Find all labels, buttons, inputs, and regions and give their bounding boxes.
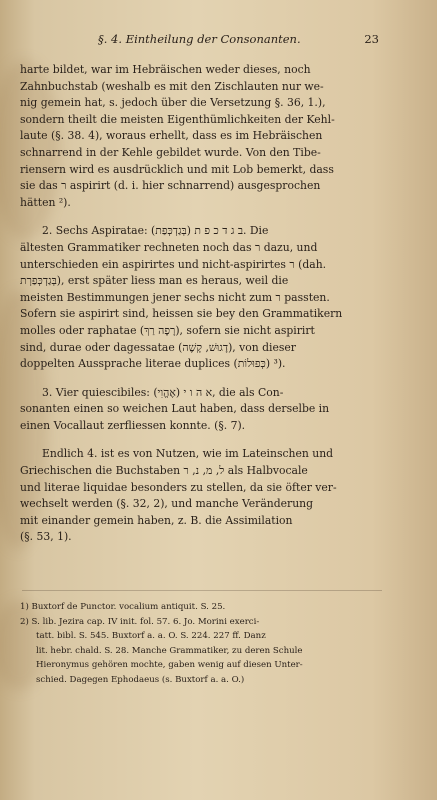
footnote-divider: [22, 590, 382, 591]
text-line: harte bildet, war im Hebräischen weder dieses, noch: [20, 63, 311, 76]
text-line: ältesten Grammatiker rechneten noch das ר dazu, und: [20, 240, 318, 254]
text-line: Zahnbuchstab (weshalb es mit den Zischlauten nur we-: [20, 79, 324, 93]
running-header: [0, 32, 437, 48]
text-line: sind, durae oder dagessatae (דָגוּשׁ, קָשֶׁה), von dieser: [20, 340, 296, 354]
footnote: 1) Buxtorf de Punctor. vocalium antiquit. S. 25.: [20, 602, 226, 612]
text-line: molles oder raphatae (רָפֶה רַךְ), sofern sie nicht aspirirt: [20, 323, 315, 337]
text-line: hätten ²).: [20, 195, 71, 209]
text-line: einen Vocallaut zerfliessen konnte. (§. 7).: [20, 418, 246, 432]
text-line: sondern theilt die meisten Eigenthümlichkeiten der Kehl-: [20, 112, 335, 126]
text-line: laute (§. 38. 4), woraus erhellt, dass es im Hebräischen: [20, 129, 323, 143]
text-line: Endlich 4. ist es von Nutzen, wie im Lateinschen und: [42, 447, 334, 461]
text-line: Griechischen die Buchstaben ל, מ, נ, ר als Halbvocale: [20, 464, 308, 478]
text-line: nig gemein hat, s. jedoch über die Versetzung §. 36, 1.),: [20, 96, 326, 110]
text-line: und literae liquidae besonders zu stellen, da sie öfter ver-: [20, 480, 337, 494]
text-line: Sofern sie aspirirt sind, heissen sie bey den Grammatikern: [20, 307, 343, 321]
running-title: §. 4. Eintheilung der Consonanten.: [98, 32, 301, 46]
text-line: riensern wird es ausdrücklich und mit Lob bemerkt, dass: [20, 162, 334, 176]
text-line: (§. 53, 1).: [20, 530, 72, 544]
text-line: wechselt werden (§. 32, 2), und manche Veränderung: [20, 497, 314, 511]
page-number: 23: [364, 32, 379, 46]
footnote-line: Hieronymus gehören mochte, gaben wenig auf diesen Unter-: [36, 660, 303, 671]
text-line: schnarrend in der Kehle gebildet wurde. Von den Tibe-: [20, 145, 321, 159]
text-line: בְּגַדְכְּפַרְת), erst später liess man es heraus, weil die: [20, 274, 289, 288]
text-line: mit einander gemein haben, z. B. die Assimilation: [20, 513, 293, 527]
text-line: unterschieden ein aspirirtes und nicht-aspirirtes ר (dah.: [20, 257, 327, 271]
text-line: sonanten einen so weichen Laut haben, dass derselbe in: [20, 402, 330, 416]
footnote-line: schied. Dagegen Ephodaeus (s. Buxtorf a. a. O.): [36, 674, 245, 685]
text-line: 3. Vier quiescibiles: א ה ו י (אֶהֱוִי), die als Con-: [42, 385, 284, 399]
footnote-line: lit. hebr. chald. S. 28. Manche Grammatiker, zu deren Schule: [36, 645, 303, 656]
text-line: 2. Sechs Aspiratae: (בְּגַדְכְּפַת) ב ג ד כ פ ת. Die: [42, 224, 269, 238]
footnote: 2) S. lib. Jezira cap. IV init. fol. 57. 6. Jo. Morini exerci-: [20, 616, 260, 627]
footnotes: [20, 600, 385, 688]
text-line: meisten Bestimmungen jener sechs nicht zum ר passten.: [20, 290, 330, 304]
text-line: doppelten Aussprache literae duplices (כְּפוּלוֹת) ³).: [20, 357, 286, 371]
text-line: sie das ר aspirirt (d. i. hier schnarrend) ausgesprochen: [20, 179, 321, 193]
footnote-line: tatt. bibl. S. 545. Buxtorf a. a. O. S. 224. 227 ff. Danz: [36, 631, 266, 642]
main-text: [20, 62, 385, 546]
